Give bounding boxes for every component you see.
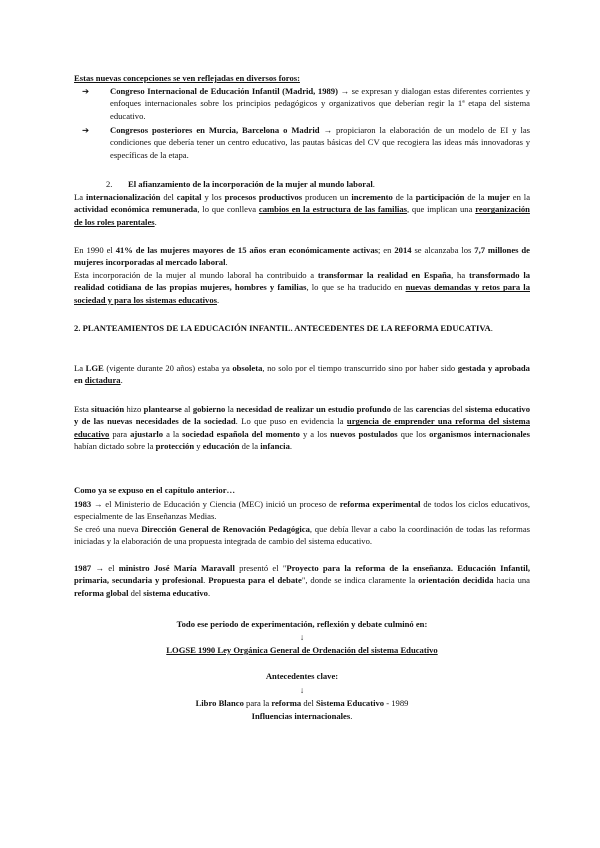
paragraph-estadisticas-mujeres: En 1990 el 41% de las mujeres mayores de 15 años eran económicamente activas; en 2014 se alcanzaba los 7,7 millones de mujeres incorporadas al mercado laboral. [74, 245, 530, 268]
libro-blanco-line: Libro Blanco para la reforma del Sistema Educativo - 1989 [195, 698, 409, 708]
paragraph-lge: La LGE (vigente durante 20 años) estaba ya obsoleta, no solo por el tiempo transcurrido sino por haber sido gestada y aprobada en dictadura. [74, 363, 530, 386]
bullet-congresos-posteriores: ➔ Congresos posteriores en Murcia, Barcelona o Madrid → propiciaron la elaboración de un modelo de EI y las condiciones que debería tener un centro educativo, las pautas básicas del CV que recogiera las ideas más innovadoras y específicas de la etapa. [82, 125, 530, 160]
arrow-bullet-icon: ➔ [82, 86, 90, 96]
antecedentes-clave-label: Antecedentes clave: [265, 671, 339, 681]
paragraph-internacionalizacion: La internacionalización del capital y los procesos productivos producen un incremento de la participación de la mujer en la actividad económica remunerada, lo que conlleva cambios en la estructura de las familias, que implican una reorganización de los roles parentales. [74, 192, 531, 227]
foros-heading: Estas nuevas concepciones se ven reflejadas en diversos foros: [74, 73, 300, 83]
section-planteamientos-heading: 2. PLANTEAMIENTOS DE LA EDUCACIÓN INFANTIL. ANTECEDENTES DE LA REFORMA EDUCATIVA. [74, 323, 493, 333]
arrow-bullet-icon: ➔ [82, 125, 90, 135]
paragraph-situacion-gobierno: Esta situación hizo plantearse al gobierno la necesidad de realizar un estudio profundo de las carencias del sistema educativo y de las nuevas necesidades de la sociedad. Lo que puso en evidencia la urgencia de emprender una reforma del sistema educativo para ajustarlo a la sociedad española del momento y a los nuevos postulados que los organismos internacionales habían dictado sobre la protección y educación de la infancia. [74, 404, 531, 452]
bullet-congreso-internacional: ➔ Congreso Internacional de Educación Infantil (Madrid, 1989) → se expresan y dialogan estas diferentes corrientes y enfoques internacionales sobre los principios pedagógicos y organizativos que deberían regir la 1ª etapa del sistema educativo. [82, 86, 530, 121]
down-arrow-icon: ↓ [299, 632, 305, 642]
culmination-line: Todo ese periodo de experimentación, reflexión y debate culminó en: [176, 619, 428, 629]
influencias-line: Influencias internacionales. [251, 711, 353, 721]
down-arrow-icon-2: ↓ [299, 685, 305, 695]
logse-title: LOGSE 1990 Ley Orgánica General de Ordenación del sistema Educativo [166, 645, 438, 655]
paragraph-1987: 1987 → el ministro José María Maravall presentó el "Proyecto para la reforma de la enseñanza. Educación Infantil, primaria, secundaria y profesional. Propuesta para el debate", donde se indica claramente la orientación decidida hacia una reforma global del sistema educativo. [74, 563, 530, 598]
paragraph-direccion-general: Se creó una nueva Dirección General de Renovación Pedagógica, que debía llevar a cabo la coordinación de todas las reformas iniciadas y la elaboración de una propuesta integrada de cambio del sistema educativo. [74, 524, 530, 547]
paragraph-1983: 1983 → el Ministerio de Educación y Ciencia (MEC) inició un proceso de reforma experimental de todos los ciclos educativos, especialmente de las Enseñanzas Medias. [74, 499, 530, 522]
paragraph-transformacion: Esta incorporación de la mujer al mundo laboral ha contribuido a transformar la realidad en España, ha transformado la realidad cotidiana de las propias mujeres, hombres y familias, lo que se ha traducido en nuevas demandas y retos para la sociedad y para los sistemas educativos. [74, 270, 531, 305]
section-mujer-laboral-title: 2. El afianzamiento de la incorporación de la mujer al mundo laboral. [106, 179, 375, 189]
paragraph-como-ya-se-expuso: Como ya se expuso en el capítulo anterior… [74, 485, 236, 495]
